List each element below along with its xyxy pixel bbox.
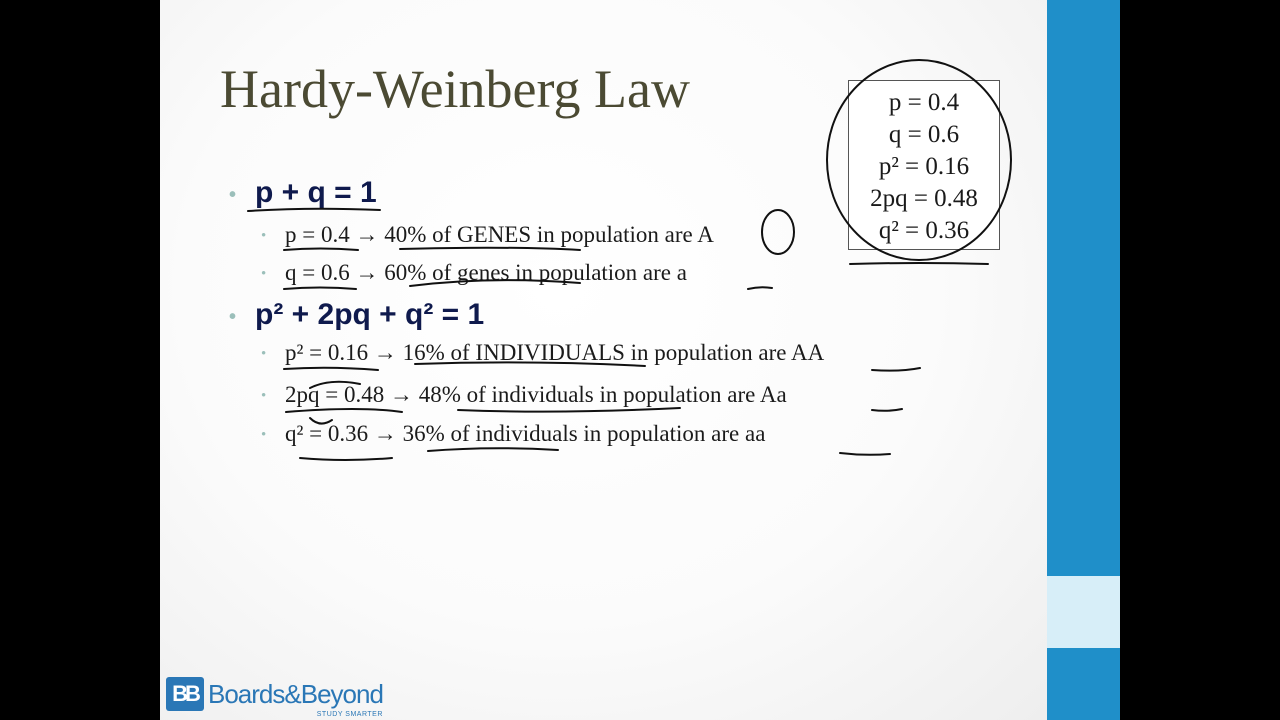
sub-bullet-text: 2pq = 0.48 → 48% of individuals in population are Aa <box>285 382 787 407</box>
sub-bullet-1-2 <box>261 260 687 286</box>
sub-bullet-text: p² = 0.16 → 16% of INDIVIDUALS in population are AA <box>285 340 825 365</box>
bullet-dot: • <box>229 306 237 328</box>
sidebar-stripe-bottom <box>1047 648 1120 720</box>
sidebar-stripe-top <box>1047 0 1120 576</box>
main-bullet-2-label: p² + 2pq + q² = 1 <box>255 298 485 331</box>
sub-bullet-2-2 <box>261 382 787 408</box>
bullet-dot: • <box>229 184 237 206</box>
summary-line: q² = 0.36 <box>878 217 970 244</box>
summary-line: p = 0.4 <box>888 89 960 116</box>
bullet-dot: • <box>261 266 267 282</box>
slide <box>160 0 1120 720</box>
slide-title: Hardy-Weinberg Law <box>220 59 690 119</box>
main-bullet-2 <box>229 298 485 332</box>
bullet-dot: • <box>261 228 267 244</box>
sub-bullet-text: q² = 0.36 → 36% of individuals in population are aa <box>285 421 766 446</box>
bullet-dot: • <box>261 388 267 404</box>
sidebar-stripe-light <box>1047 576 1120 648</box>
sub-bullet-text: p = 0.4 → 40% of GENES in population are A <box>285 222 714 247</box>
summary-line: p² = 0.16 <box>878 153 970 180</box>
main-bullet-1 <box>229 176 377 210</box>
boards-and-beyond-logo <box>166 676 383 718</box>
bullet-dot: • <box>261 427 267 443</box>
logo-name <box>208 678 383 718</box>
summary-line: 2pq = 0.48 <box>870 185 978 212</box>
logo-name-text: Boards&Beyond <box>208 678 383 709</box>
summary-line: q = 0.6 <box>888 121 960 148</box>
logo-mark: BB <box>166 677 204 711</box>
bullet-dot: • <box>261 346 267 362</box>
sub-bullet-2-3 <box>261 421 766 447</box>
main-bullet-1-label: p + q = 1 <box>255 176 377 209</box>
sub-bullet-text: q = 0.6 → 60% of genes in population are a <box>285 260 687 285</box>
sub-bullet-1-1 <box>261 222 714 248</box>
sub-bullet-2-1 <box>261 340 825 366</box>
summary-box <box>848 80 1000 250</box>
logo-tagline: STUDY SMARTER <box>316 710 383 718</box>
